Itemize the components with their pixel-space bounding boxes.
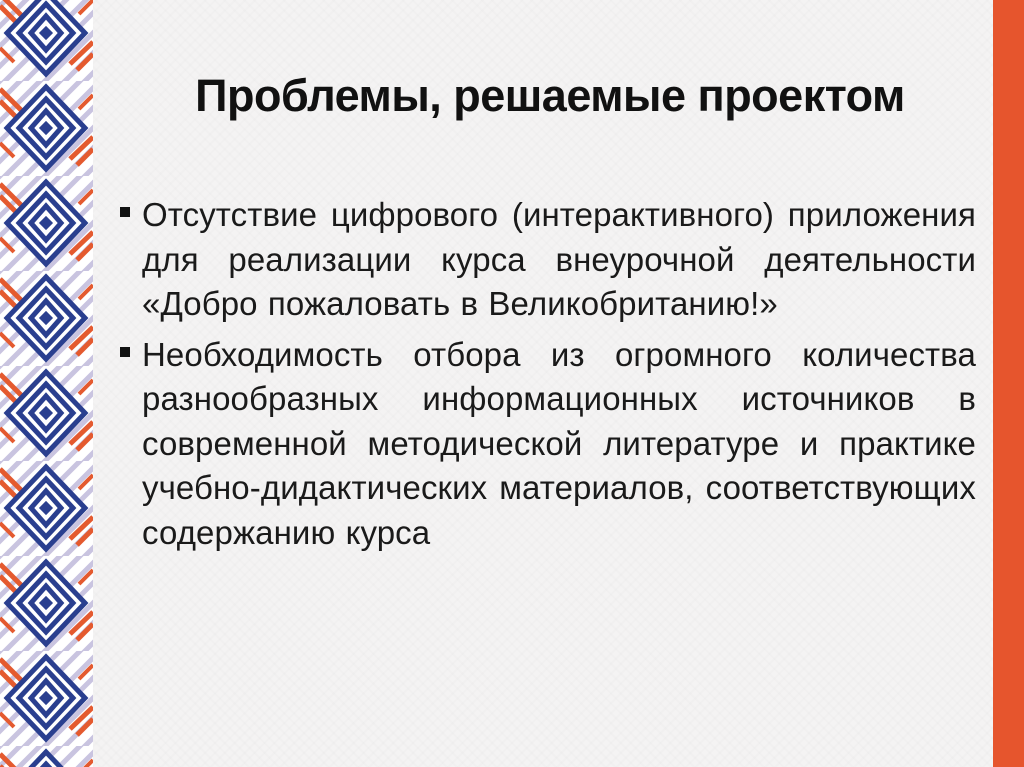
square-bullet-icon	[120, 207, 130, 217]
bullet-text: Необходимость отбора из огромного количества разнообразных информационных источников в современной методической литературе и практике учебно-дидактических материалов, соответствующих содержанию курса	[142, 335, 976, 551]
decorative-border-ornament	[0, 0, 93, 767]
bullet-item	[118, 193, 976, 327]
accent-stripe	[993, 0, 1024, 767]
bullet-text: Отсутствие цифрового (интерактивного) приложения для реализации курса внеурочной деятельности «Добро пожаловать в Великобританию!»	[142, 196, 976, 322]
bullet-item	[118, 333, 976, 556]
bullet-list	[118, 193, 976, 561]
square-bullet-icon	[120, 347, 130, 357]
slide-title: Проблемы, решаемые проектом	[195, 70, 905, 121]
